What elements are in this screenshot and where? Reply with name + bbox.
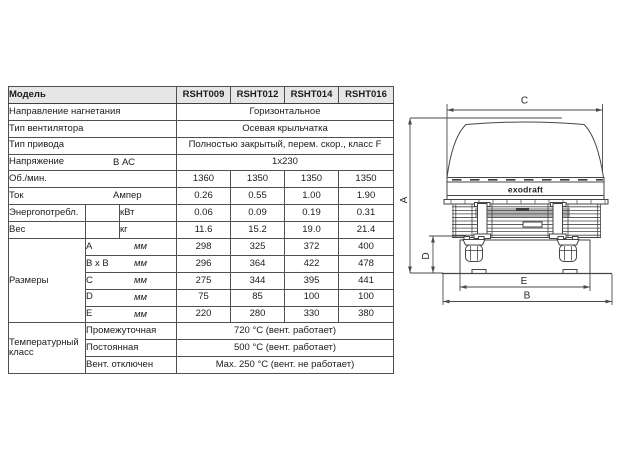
cell-value: 344	[231, 272, 285, 289]
cell-value: 441	[339, 272, 394, 289]
cell-value: Горизонтальное	[177, 103, 394, 120]
cell-label: Тип привода	[9, 137, 177, 154]
cell-mode: Промежуточная	[86, 323, 177, 340]
cell-value: 15.2	[231, 222, 285, 239]
cell-value: 400	[339, 239, 394, 256]
mount-foot-right	[557, 237, 579, 262]
cell-label	[9, 154, 177, 171]
fan-body	[442, 122, 612, 274]
label-text: Ток	[9, 190, 24, 202]
dim-text: E	[86, 308, 93, 320]
cell-value: Max. 250 °C (вент. не работает)	[177, 357, 394, 374]
cell-value: 1350	[285, 171, 339, 188]
cell-value: 11.6	[177, 222, 231, 239]
dim-text: C	[86, 274, 93, 286]
cell-label	[9, 188, 177, 205]
table-row-drive-type	[9, 137, 394, 154]
cell-unit: кг	[120, 222, 177, 239]
unit-text: мм	[134, 291, 148, 303]
cell-value: 380	[339, 306, 394, 323]
cell-model-1: RSHT012	[231, 87, 285, 104]
cell-value: 0.31	[339, 205, 394, 222]
cell-label: Об./мин.	[9, 171, 177, 188]
dim-text: D	[86, 291, 93, 303]
cell-value: 296	[177, 255, 231, 272]
cell-value: 85	[231, 289, 285, 306]
cell-dimensions-label: Размеры	[9, 239, 86, 323]
cell-value: 478	[339, 255, 394, 272]
table-row-weight	[9, 222, 394, 239]
table-row-model	[9, 87, 394, 104]
table-row-temp-0	[9, 323, 394, 340]
unit-text: В АС	[113, 156, 135, 168]
cell-value: 325	[231, 239, 285, 256]
cell-value: 1360	[177, 171, 231, 188]
label-text: Напряжение	[9, 156, 65, 168]
dim-label-a: A	[399, 196, 410, 204]
dim-label-e: E	[520, 276, 528, 287]
dim-label-b: B	[523, 290, 531, 302]
cell-value: 280	[231, 306, 285, 323]
cell-value: 0.09	[231, 205, 285, 222]
spec-table	[8, 86, 394, 374]
cell-unit: кВт	[120, 205, 177, 222]
cell-label: Вес	[9, 222, 86, 239]
cell-label: Тип вентилятора	[9, 120, 177, 137]
cell-label: Энергопотребл.	[9, 205, 86, 222]
cell-value: 19.0	[285, 222, 339, 239]
cell-value: 0.26	[177, 188, 231, 205]
cell-model-2: RSHT014	[285, 87, 339, 104]
cell-value: 500 °C (вент. работает)	[177, 340, 394, 357]
unit-text: мм	[134, 240, 148, 252]
support-posts	[474, 203, 566, 239]
cell-value: 220	[177, 306, 231, 323]
unit-text: мм	[134, 274, 148, 286]
cell-model-3: RSHT016	[339, 87, 394, 104]
cell-value: 0.06	[177, 205, 231, 222]
mount-foot-left	[463, 237, 485, 262]
cell-value: 364	[231, 255, 285, 272]
table-row-current	[9, 188, 394, 205]
louver-top-plate	[444, 200, 608, 205]
cell-mode: Вент. отключен	[86, 357, 177, 374]
cell-value: Полностью закрытый, перем. скор., класс F	[177, 137, 394, 154]
table-row-dim-a	[9, 239, 394, 256]
cell-value: 372	[285, 239, 339, 256]
cell-value: 1350	[339, 171, 394, 188]
table-row-rpm	[9, 171, 394, 188]
cell-dim	[86, 239, 177, 256]
fan-hood	[447, 122, 604, 178]
cell-model-label: Модель	[9, 87, 177, 104]
cell-dim	[86, 306, 177, 323]
unit-text: Ампер	[113, 190, 142, 202]
dim-text: B x B	[86, 257, 109, 269]
cell-value: 395	[285, 272, 339, 289]
cell-model-0: RSHT009	[177, 87, 231, 104]
brand-logo: exodraft	[507, 184, 544, 195]
dim-label-c: C	[520, 95, 529, 107]
dim-text: A	[86, 240, 93, 252]
cell-value: 75	[177, 289, 231, 306]
cell-value: 720 °C (вент. работает)	[177, 323, 394, 340]
cell-label: Направление нагнетания	[9, 103, 177, 120]
cell-empty	[86, 205, 120, 222]
hood-rim-dashes	[452, 179, 603, 181]
cell-empty	[86, 222, 120, 239]
table-row-voltage	[9, 154, 394, 171]
cell-temperature-label: Температурный класс	[9, 323, 86, 374]
unit-text: мм	[134, 308, 148, 320]
cell-value: 1.90	[339, 188, 394, 205]
cell-value: 422	[285, 255, 339, 272]
cell-mode: Постоянная	[86, 340, 177, 357]
cell-value: 1x230	[177, 154, 394, 171]
cell-dim	[86, 289, 177, 306]
cell-value: 330	[285, 306, 339, 323]
cell-value: 1.00	[285, 188, 339, 205]
cell-value: Осевая крыльчатка	[177, 120, 394, 137]
table-row-fan-type	[9, 120, 394, 137]
cell-value: 298	[177, 239, 231, 256]
table-row-direction	[9, 103, 394, 120]
cell-value: 275	[177, 272, 231, 289]
cell-dim	[86, 272, 177, 289]
dim-label-d: D	[421, 252, 432, 260]
table-row-power	[9, 205, 394, 222]
unit-text: мм	[134, 257, 148, 269]
cell-value: 1350	[231, 171, 285, 188]
fan-technical-drawing	[395, 85, 624, 315]
cell-value: 21.4	[339, 222, 394, 239]
cell-value: 100	[285, 289, 339, 306]
cell-value: 0.55	[231, 188, 285, 205]
cell-dim	[86, 255, 177, 272]
cell-value: 100	[339, 289, 394, 306]
cell-value: 0.19	[285, 205, 339, 222]
